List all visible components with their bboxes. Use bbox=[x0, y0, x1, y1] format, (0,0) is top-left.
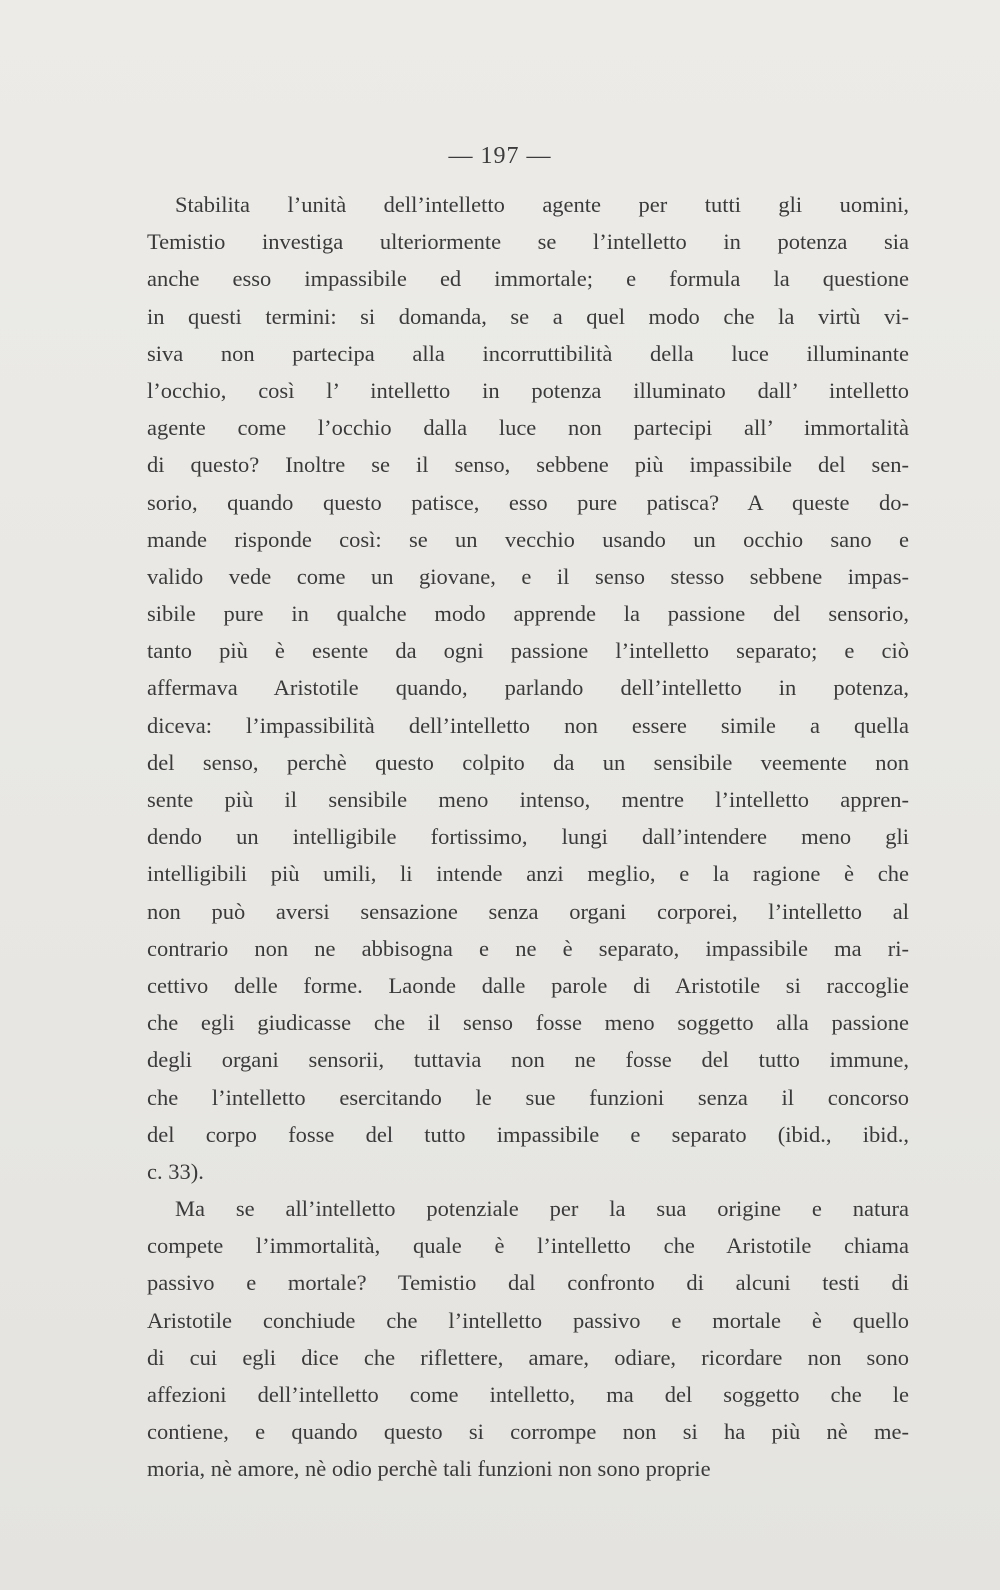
text-line: l’occhio, così l’ intelletto in potenza illuminato dall’ intelletto bbox=[147, 377, 909, 403]
page-number: — 197 — bbox=[448, 143, 552, 169]
text-line: Temistio investiga ulteriormente se l’intelletto in potenza sia bbox=[147, 229, 909, 255]
text-line: siva non partecipa alla incorruttibilità della luce illuminante bbox=[147, 340, 909, 366]
text-line: sibile pure in qualche modo apprende la passione del sensorio, bbox=[147, 601, 909, 627]
text-line: contrario non ne abbisogna e ne è separato, impassibile ma ri- bbox=[147, 935, 909, 961]
text-line: anche esso impassibile ed immortale; e formula la questione bbox=[147, 266, 909, 292]
text-line: affermava Aristotile quando, parlando dell’intelletto in potenza, bbox=[147, 675, 909, 701]
text-line: Aristotile conchiude che l’intelletto passivo e mortale è quello bbox=[147, 1307, 909, 1333]
text-line: non può aversi sensazione senza organi corporei, l’intelletto al bbox=[147, 898, 909, 924]
text-line: agente come l’occhio dalla luce non partecipi all’ immortalità bbox=[147, 415, 909, 441]
body-text bbox=[147, 186, 909, 1488]
text-line: di questo? Inoltre se il senso, sebbene più impassibile del sen- bbox=[147, 452, 909, 478]
text-line: sorio, quando questo patisce, esso pure patisca? A queste do- bbox=[147, 489, 909, 515]
text-line: cettivo delle forme. Laonde dalle parole di Aristotile si raccoglie bbox=[147, 972, 909, 998]
text-line: degli organi sensorii, tuttavia non ne fosse del tutto immune, bbox=[147, 1047, 909, 1073]
text-line: compete l’immortalità, quale è l’intelletto che Aristotile chiama bbox=[147, 1233, 909, 1259]
text-line: mande risponde così: se un vecchio usando un occhio sano e bbox=[147, 526, 909, 552]
text-line: del senso, perchè questo colpito da un sensibile veemente non bbox=[147, 749, 909, 775]
text-line: diceva: l’impassibilità dell’intelletto non essere simile a quella bbox=[147, 712, 909, 738]
text-line: c. 33). bbox=[147, 1158, 204, 1184]
text-line: valido vede come un giovane, e il senso stesso sebbene impas- bbox=[147, 563, 909, 589]
text-line: che l’intelletto esercitando le sue funzioni senza il concorso bbox=[147, 1084, 909, 1110]
text-line: del corpo fosse del tutto impassibile e separato (ibid., ibid., bbox=[147, 1121, 909, 1147]
text-line: dendo un intelligibile fortissimo, lungi dall’intendere meno gli bbox=[147, 824, 909, 850]
paragraph bbox=[147, 186, 909, 1190]
text-line: Stabilita l’unità dell’intelletto agente per tutti gli uomini, bbox=[175, 192, 909, 217]
text-line: moria, nè amore, nè odio perchè tali funzioni non sono proprie bbox=[147, 1456, 711, 1482]
text-line: che egli giudicasse che il senso fosse meno soggetto alla passione bbox=[147, 1010, 909, 1036]
text-line: sente più il sensibile meno intenso, mentre l’intelletto appren- bbox=[147, 787, 909, 812]
text-line: passivo e mortale? Temistio dal confronto di alcuni testi di bbox=[147, 1270, 909, 1296]
text-line: in questi termini: si domanda, se a quel modo che la virtù vi- bbox=[147, 303, 909, 329]
text-line: tanto più è esente da ogni passione l’intelletto separato; e ciò bbox=[147, 638, 909, 664]
paragraph bbox=[147, 1190, 909, 1488]
text-line: Ma se all’intelletto potenziale per la sua origine e natura bbox=[175, 1196, 909, 1222]
text-line: affezioni dell’intelletto come intelletto, ma del soggetto che le bbox=[147, 1382, 909, 1407]
text-line: contiene, e quando questo si corrompe non si ha più nè me- bbox=[147, 1419, 909, 1445]
text-line: di cui egli dice che riflettere, amare, odiare, ricordare non sono bbox=[147, 1344, 909, 1370]
text-line: intelligibili più umili, li intende anzi meglio, e la ragione è che bbox=[147, 861, 909, 887]
